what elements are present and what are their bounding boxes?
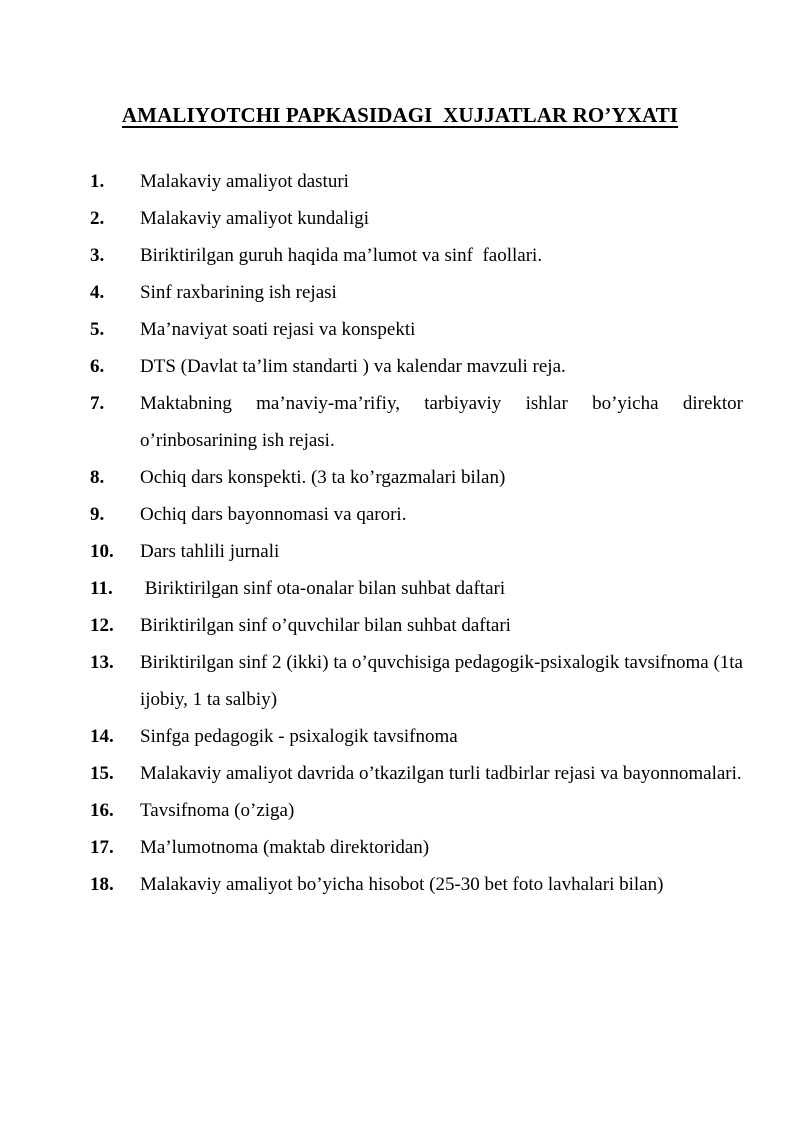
- list-item: [90, 385, 748, 459]
- list-item-number: 15.: [90, 763, 114, 784]
- list-item: [90, 533, 743, 570]
- list-item-text: Biriktirilgan sinf ota-onalar bilan suhbat daftari: [140, 578, 506, 599]
- list-item: [90, 866, 743, 903]
- list-item-text: Biriktirilgan guruh haqida ma’lumot va sinf faollari.: [140, 245, 543, 266]
- list-item-text: Malakaviy amaliyot dasturi: [140, 171, 349, 192]
- list-item-number: 4.: [90, 282, 105, 303]
- list-item-text: Ma’naviyat soati rejasi va konspekti: [140, 319, 416, 340]
- list-item-number: 5.: [90, 319, 105, 340]
- list-item-number: 6.: [90, 356, 105, 377]
- document-list: [90, 163, 748, 903]
- list-item: [90, 829, 743, 866]
- list-item-number: 7.: [90, 393, 105, 414]
- list-item: [90, 792, 743, 829]
- list-item: [90, 644, 748, 718]
- list-item-text: Biriktirilgan sinf o’quvchilar bilan suhbat daftari: [140, 615, 511, 636]
- list-item-text: Malakaviy amaliyot davrida o’tkazilgan turli tadbirlar rejasi va bayonnomalari.: [140, 763, 742, 784]
- list-item-number: 2.: [90, 208, 105, 229]
- list-item-text: Maktabning ma’naviy-ma’rifiy, tarbiyaviy ishlar bo’yicha direktor o’rinbosarining ish rejasi.: [140, 393, 748, 451]
- list-item-number: 10.: [90, 541, 114, 562]
- list-item-text: Ochiq dars konspekti. (3 ta ko’rgazmalari bilan): [140, 467, 506, 488]
- list-item-text: Malakaviy amaliyot bo’yicha hisobot (25-30 bet foto lavhalari bilan): [140, 874, 664, 895]
- list-item-text: Sinf raxbarining ish rejasi: [140, 282, 337, 303]
- list-item-number: 3.: [90, 245, 105, 266]
- list-item-number: 16.: [90, 800, 114, 821]
- list-item: [90, 459, 743, 496]
- list-item-text: Dars tahlili jurnali: [140, 541, 280, 562]
- list-item-text: Malakaviy amaliyot kundaligi: [140, 208, 370, 229]
- list-item: [90, 237, 743, 274]
- list-item-number: 9.: [90, 504, 105, 525]
- list-item-text: DTS (Davlat ta’lim standarti ) va kalendar mavzuli reja.: [140, 356, 566, 377]
- list-item: [90, 607, 743, 644]
- list-item: [90, 274, 743, 311]
- list-item: [90, 348, 743, 385]
- list-item-number: 1.: [90, 171, 105, 192]
- list-item: [90, 200, 743, 237]
- list-item: [90, 163, 743, 200]
- list-item-text: Ochiq dars bayonnomasi va qarori.: [140, 504, 407, 525]
- list-item-number: 8.: [90, 467, 105, 488]
- list-item-number: 17.: [90, 837, 114, 858]
- document-title: AMALIYOTCHI PAPKASIDAGI XUJJATLAR RO’YXATI: [121, 103, 679, 127]
- list-item-text: Tavsifnoma (o’ziga): [140, 800, 295, 821]
- list-item-text: Ma’lumotnoma (maktab direktoridan): [140, 837, 430, 858]
- list-item-number: 13.: [90, 652, 114, 673]
- list-item-number: 12.: [90, 615, 114, 636]
- list-item-number: 18.: [90, 874, 114, 895]
- list-item: [90, 570, 743, 607]
- list-item-number: 14.: [90, 726, 114, 747]
- list-item: [90, 755, 743, 792]
- list-item-text: Sinfga pedagogik - psixalogik tavsifnoma: [140, 726, 458, 747]
- list-item: [90, 311, 743, 348]
- list-item-number: 11.: [90, 578, 113, 599]
- list-item-text: Biriktirilgan sinf 2 (ikki) ta o’quvchisiga pedagogik-psixalogik tavsifnoma (1ta ijobiy, 1 ta salbiy): [140, 652, 748, 710]
- list-item: [90, 718, 743, 755]
- list-item: [90, 496, 743, 533]
